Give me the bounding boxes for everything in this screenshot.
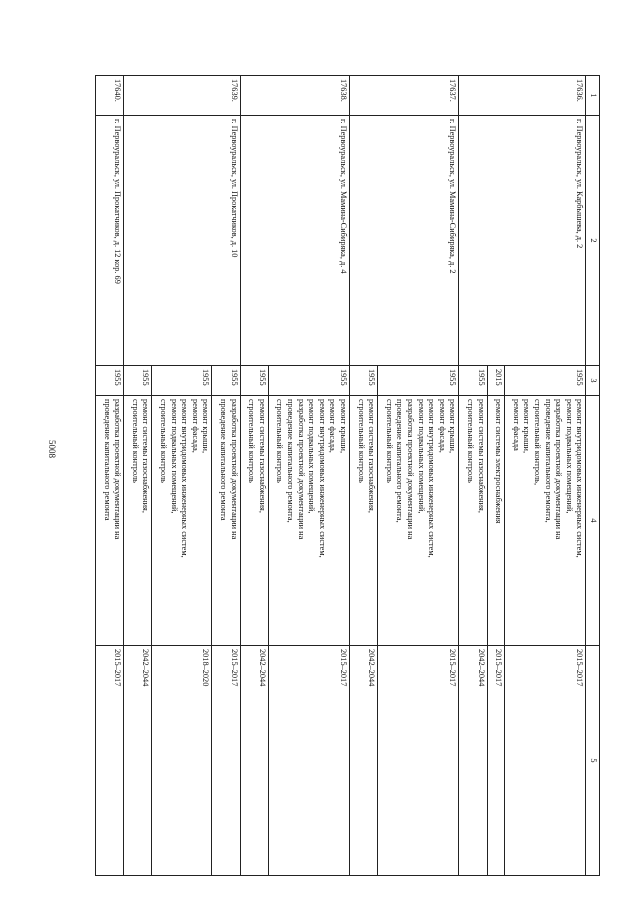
work-item: проведение капитального ремонта, bbox=[286, 399, 296, 523]
work-item: ремонт внутридомовых инженерных систем, bbox=[427, 399, 437, 558]
repair-period: 2015–2017 bbox=[448, 649, 458, 687]
repair-period: 2015–2017 bbox=[488, 646, 506, 875]
year-column bbox=[459, 366, 586, 396]
document-rotated-content bbox=[80, 75, 600, 875]
works-column bbox=[96, 396, 124, 646]
work-item: ремонт системы электроснабжения bbox=[494, 399, 504, 524]
record-number: 17638. bbox=[240, 76, 349, 116]
works-list bbox=[505, 396, 585, 645]
table-row bbox=[96, 76, 124, 876]
address-cell: г. Первоуральск, ул. Мамина-Сибиряка, д. 2 bbox=[350, 116, 459, 366]
construction-year: 1955 bbox=[459, 366, 487, 395]
column-number: 2 bbox=[586, 116, 600, 366]
work-item: строительный контроль, bbox=[533, 399, 543, 486]
work-item: ремонт внутридомовых инженерных систем, bbox=[575, 399, 585, 558]
work-item: строительный контроль bbox=[247, 399, 257, 483]
work-item: ремонт подвальных помещений, bbox=[416, 399, 426, 514]
column-number-row bbox=[586, 76, 600, 876]
column-number: 4 bbox=[586, 396, 600, 646]
works-list bbox=[459, 396, 487, 645]
work-item: ремонт системы газоснабжения, bbox=[141, 399, 151, 513]
table-row bbox=[350, 76, 459, 876]
work-item: строительный контроль bbox=[466, 399, 476, 483]
year-column bbox=[124, 366, 240, 396]
work-item: ремонт крыши, bbox=[201, 399, 211, 454]
construction-year: 1955 bbox=[124, 366, 152, 395]
work-item: разработка проектной документации на bbox=[113, 399, 123, 540]
work-item: ремонт крыши, bbox=[522, 399, 532, 454]
work-item: ремонт подвальных помещений, bbox=[307, 399, 317, 514]
work-item: ремонт крыши, bbox=[339, 399, 349, 454]
work-item: строительный контроль bbox=[159, 399, 169, 483]
work-item: строительный контроль bbox=[356, 399, 366, 483]
address-cell: г. Первоуральск, ул. Мамина-Сибиряка, д. 4 bbox=[240, 116, 349, 366]
year-column bbox=[350, 366, 459, 396]
construction-year: 1955 bbox=[339, 369, 349, 386]
construction-year: 2015 bbox=[488, 366, 506, 395]
year-column bbox=[240, 366, 349, 396]
works-column bbox=[350, 396, 459, 646]
work-item: строительный контроль bbox=[130, 399, 140, 483]
work-item: разработка проектной документации на bbox=[406, 399, 416, 540]
work-item: ремонт крыши, bbox=[448, 399, 458, 454]
works-column bbox=[124, 396, 240, 646]
construction-year: 1955 bbox=[350, 366, 378, 395]
work-item: проведение капитального ремонта bbox=[102, 399, 112, 521]
repair-period: 2042–2044 bbox=[459, 646, 487, 875]
construction-year: 1955 bbox=[575, 369, 585, 386]
period-column bbox=[240, 646, 349, 876]
record-number: 17640. bbox=[96, 76, 124, 116]
works-column bbox=[240, 396, 349, 646]
works-list bbox=[269, 396, 349, 645]
address-cell: г. Первоуральск, ул. Прокатчиков, д. 10 bbox=[124, 116, 240, 366]
work-item: строительный контроль bbox=[384, 399, 394, 483]
table-row bbox=[459, 76, 586, 876]
work-item: ремонт системы газоснабжения, bbox=[476, 399, 486, 513]
record-number: 17639. bbox=[124, 76, 240, 116]
table-row bbox=[240, 76, 349, 876]
address-cell: г. Первоуральск, ул. Карбышева, д. 2 bbox=[459, 116, 586, 366]
work-item: проведение капитального ремонта, bbox=[543, 399, 553, 523]
work-item: проведение капитального ремонта bbox=[219, 399, 229, 521]
repair-period: 2042–2044 bbox=[350, 646, 378, 875]
works-list bbox=[153, 396, 213, 645]
capital-repair-table bbox=[95, 75, 600, 876]
work-item: строительный контроль bbox=[275, 399, 285, 483]
works-list bbox=[213, 396, 240, 645]
works-list bbox=[350, 396, 378, 645]
work-item: ремонт подвальных помещений, bbox=[564, 399, 574, 514]
repair-period: 2015–2017 bbox=[113, 649, 123, 687]
works-list bbox=[96, 396, 123, 645]
period-column bbox=[124, 646, 240, 876]
period-column bbox=[350, 646, 459, 876]
repair-period: 2015–2017 bbox=[229, 649, 239, 687]
construction-year: 1955 bbox=[229, 369, 239, 386]
repair-period: 2042–2044 bbox=[241, 646, 269, 875]
repair-period: 2042–2044 bbox=[124, 646, 152, 875]
works-list bbox=[488, 396, 506, 645]
work-item: ремонт системы газоснабжения, bbox=[367, 399, 377, 513]
repair-period: 2018–2020 bbox=[153, 646, 213, 875]
work-item: ремонт фасада, bbox=[328, 399, 338, 453]
column-number: 3 bbox=[586, 366, 600, 396]
work-item: ремонт внутридомовых инженерных систем, bbox=[317, 399, 327, 558]
construction-year: 1955 bbox=[153, 366, 213, 395]
work-item: ремонт подвальных помещений, bbox=[169, 399, 179, 514]
page-number: 5008 bbox=[47, 440, 57, 458]
work-item: разработка проектной документации на bbox=[554, 399, 564, 540]
column-number: 5 bbox=[586, 646, 600, 876]
address-cell: г. Первоуральск, ул. Прокатчиков, д. 12 кор. 69 bbox=[96, 116, 124, 366]
table-row bbox=[124, 76, 240, 876]
work-item: ремонт фасада bbox=[511, 399, 521, 451]
record-number: 17637. bbox=[350, 76, 459, 116]
period-column bbox=[459, 646, 586, 876]
work-item: разработка проектной документации на bbox=[229, 399, 239, 540]
work-item: разработка проектной документации на bbox=[296, 399, 306, 540]
works-list bbox=[241, 396, 269, 645]
work-item: проведение капитального ремонта, bbox=[395, 399, 405, 523]
repair-period: 2015–2017 bbox=[575, 649, 585, 687]
works-list bbox=[378, 396, 458, 645]
work-item: ремонт внутридомовых инженерных систем, bbox=[180, 399, 190, 558]
repair-period: 2015–2017 bbox=[339, 649, 349, 687]
work-item: ремонт фасада, bbox=[190, 399, 200, 453]
construction-year: 1955 bbox=[448, 369, 458, 386]
year-column bbox=[96, 366, 124, 396]
column-number: 1 bbox=[586, 76, 600, 116]
works-list bbox=[124, 396, 152, 645]
work-item: ремонт системы газоснабжения, bbox=[257, 399, 267, 513]
period-column bbox=[96, 646, 124, 876]
construction-year: 1955 bbox=[113, 369, 123, 386]
construction-year: 1955 bbox=[241, 366, 269, 395]
record-number: 17636. bbox=[459, 76, 586, 116]
work-item: ремонт фасада, bbox=[437, 399, 447, 453]
works-column bbox=[459, 396, 586, 646]
